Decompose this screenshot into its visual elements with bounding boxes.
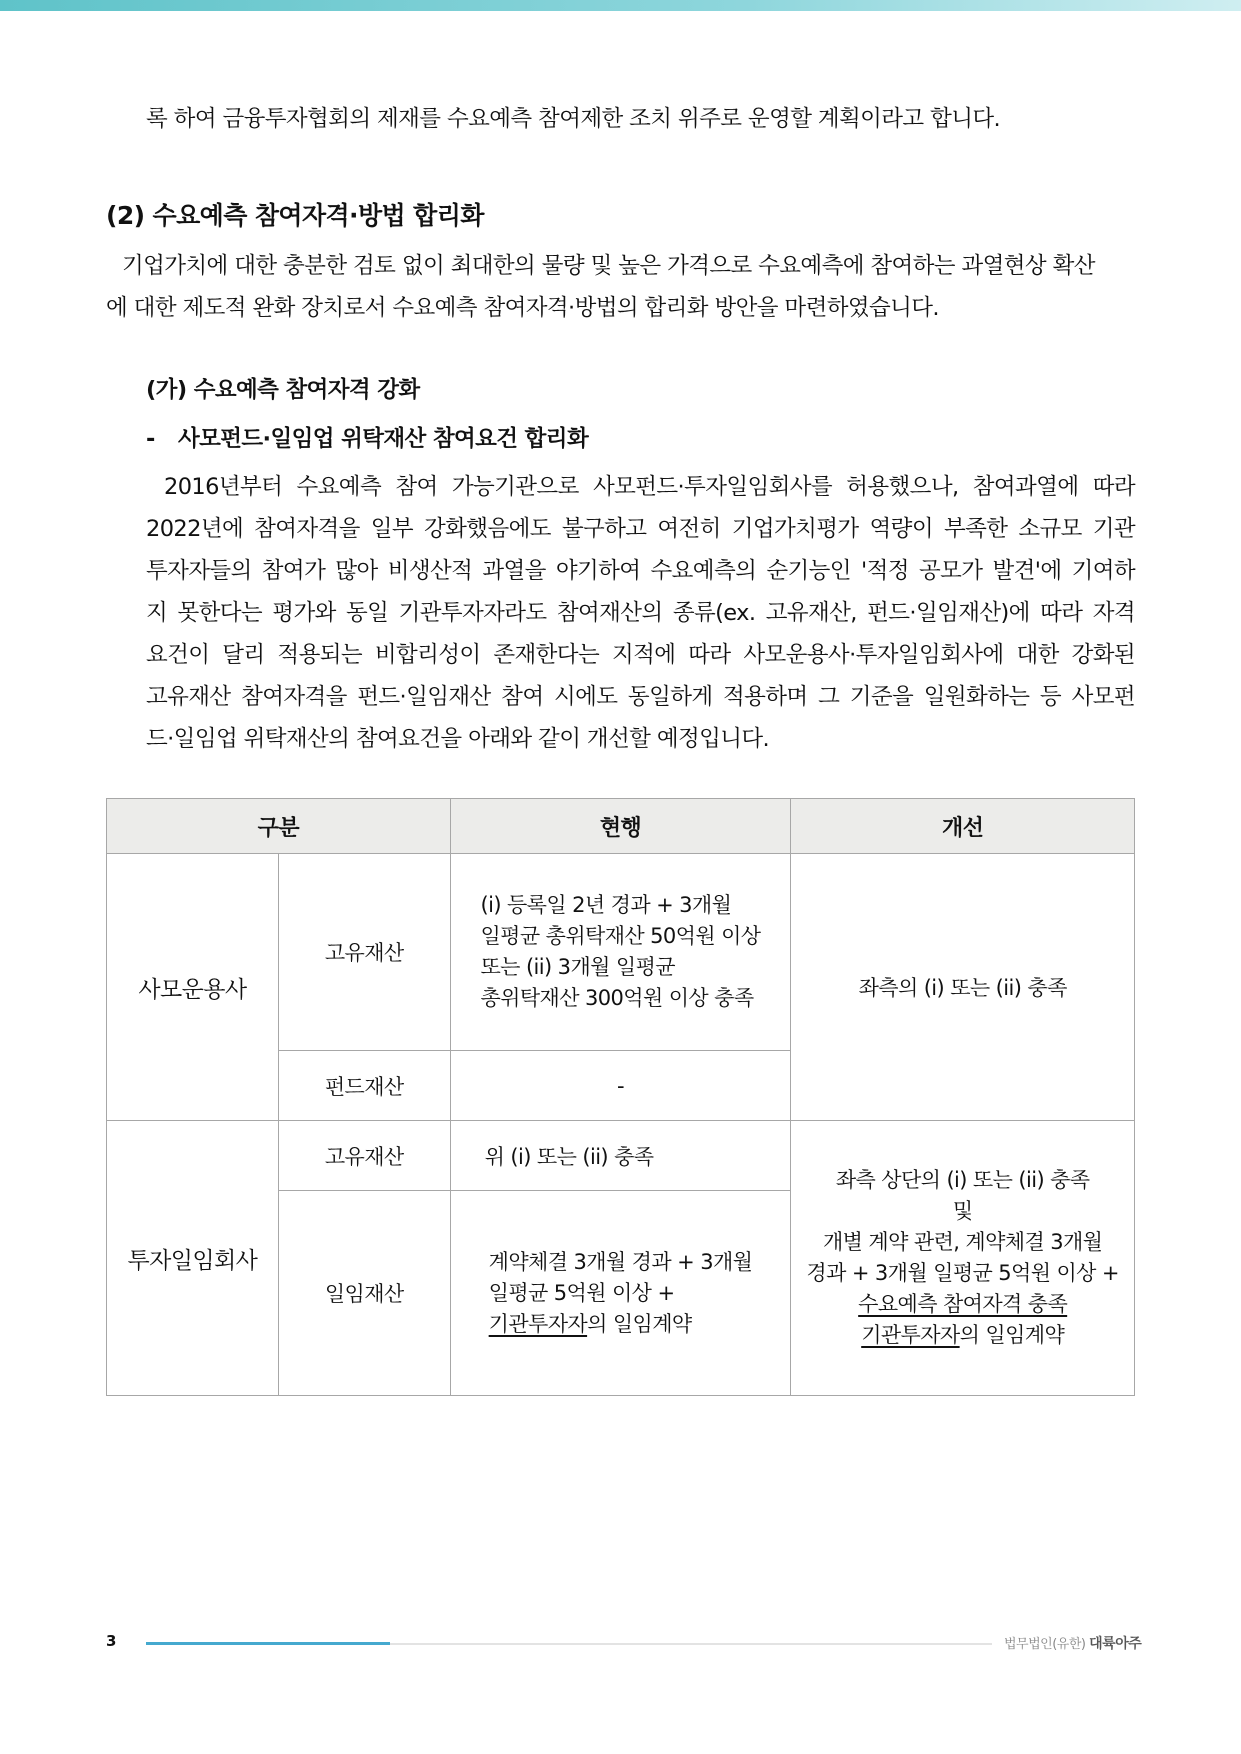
- improved-line: 의 일임계약: [959, 1323, 1065, 1347]
- body-line: 요건이 달리 적용되는 비합리성이 존재한다는 지적에 따라 사모운용사·투자일임회사에 대한 강화된: [146, 642, 1135, 668]
- improved-cell: 좌측의 (i) 또는 (ii) 충족: [791, 854, 1135, 1121]
- subsection-body: [146, 466, 1135, 760]
- subcategory-cell: 고유재산: [278, 1121, 450, 1191]
- current-line: 총위탁재산 300억원 이상 충족: [480, 986, 754, 1010]
- bullet-title: [146, 421, 588, 453]
- current-text: [489, 1247, 753, 1340]
- current-line: (i) 등록일 2년 경과 + 3개월: [480, 893, 732, 917]
- body-line: 고유재산 참여자격을 펀드·일임재산 참여 시에도 동일하게 적용하며 그 기준을 일원화하는 등 사모펀: [146, 684, 1135, 710]
- improved-cell: [791, 1121, 1135, 1396]
- current-line: 일평균 총위탁재산 50억원 이상: [480, 924, 761, 948]
- improved-text: [791, 1165, 1134, 1351]
- bullet-title-text: 사모펀드·일임업 위탁재산 참여요건 합리화: [178, 426, 589, 452]
- current-cell: -: [450, 1051, 791, 1121]
- improved-line: 경과 + 3개월 일평균 5억원 이상 +: [806, 1261, 1119, 1285]
- improved-line: 개별 계약 관련, 계약체결 3개월: [822, 1230, 1103, 1254]
- body-line: 지 못한다는 평가와 동일 기관투자자라도 참여재산의 종류(ex. 고유재산, 펀드·일임재산)에 따라 자격: [146, 600, 1135, 626]
- paragraph-continuation: 록 하여 금융투자협회의 제재를 수요예측 참여제한 조치 위주로 운영할 계획이라고 합니다.: [146, 106, 1001, 132]
- section-heading: (2) 수요예측 참여자격·방법 합리화: [106, 201, 484, 230]
- improved-line: 및: [952, 1199, 973, 1223]
- page-number: 3: [106, 1632, 117, 1650]
- body-line: 투자자들의 참여가 많아 비생산적 과열을 야기하여 수요예측의 순기능인 '적정 공모가 발견'에 기여하: [146, 558, 1135, 584]
- top-accent-bar: [0, 0, 1241, 11]
- current-line: 일평균 5억원 이상 +: [488, 1280, 675, 1305]
- subsection-heading: (가) 수요예측 참여자격 강화: [146, 377, 420, 403]
- body-line: 2016년부터 수요예측 참여 가능기관으로 사모펀드·투자일임회사를 허용했으나, 참여과열에 따라: [164, 474, 1135, 500]
- current-line: 또는 (ii) 3개월 일평균: [480, 955, 675, 979]
- current-text: [481, 890, 761, 1014]
- footer-divider-accent: [146, 1642, 390, 1645]
- table-header-row: [107, 799, 1135, 854]
- category-cell: 사모운용사: [107, 854, 279, 1121]
- current-term-underlined: 기관투자자: [488, 1311, 588, 1336]
- bullet-dash: -: [146, 426, 155, 452]
- comparison-table: [106, 798, 1135, 1396]
- improved-line-underlined: 수요예측 참여자격 충족: [858, 1292, 1068, 1316]
- improved-line: 좌측 상단의 (i) 또는 (ii) 충족: [835, 1168, 1090, 1192]
- header-category: 구분: [107, 799, 451, 854]
- improved-term-underlined: 기관투자자: [861, 1323, 960, 1347]
- current-line: 의 일임계약: [587, 1311, 692, 1336]
- section-intro-line-1: 기업가치에 대한 충분한 검토 없이 최대한의 물량 및 높은 가격으로 수요예측에 참여하는 과열현상 확산: [122, 253, 1095, 279]
- current-cell: 위 (i) 또는 (ii) 충족: [450, 1121, 791, 1191]
- header-current: 현행: [450, 799, 791, 854]
- current-line: 계약체결 3개월 경과 + 3개월: [488, 1249, 753, 1274]
- current-cell: [450, 1191, 791, 1396]
- subcategory-cell: 일임재산: [278, 1191, 450, 1396]
- footer-brand: [1004, 1633, 1141, 1653]
- brand-name: 대륙아주: [1089, 1636, 1142, 1652]
- subcategory-cell: 고유재산: [278, 854, 450, 1051]
- category-cell: 투자일임회사: [107, 1121, 279, 1396]
- body-line: 드·일임업 위탁재산의 참여요건을 아래와 같이 개선할 예정입니다.: [146, 726, 770, 752]
- subcategory-cell: 펀드재산: [278, 1051, 450, 1121]
- body-line: 2022년에 참여자격을 일부 강화했음에도 불구하고 여전히 기업가치평가 역량이 부족한 소규모 기관: [146, 516, 1135, 542]
- section-intro-line-2: 에 대한 제도적 완화 장치로서 수요예측 참여자격·방법의 합리화 방안을 마련하였습니다.: [106, 295, 939, 321]
- table-row: [107, 1121, 1135, 1191]
- header-improved: 개선: [791, 799, 1135, 854]
- table-row: [107, 854, 1135, 1051]
- current-cell: [450, 854, 791, 1051]
- brand-prefix: 법무법인(유한): [1004, 1637, 1086, 1652]
